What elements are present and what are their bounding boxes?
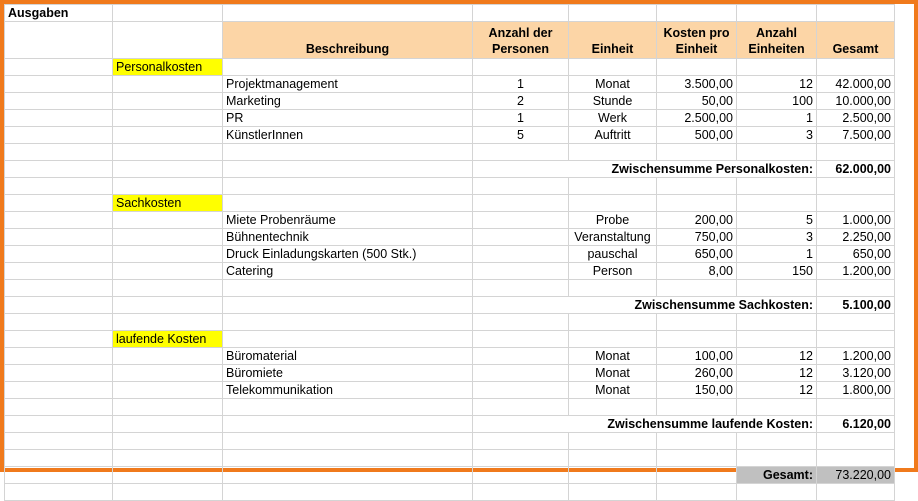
cell-beschreibung[interactable]: Bühnentechnik: [223, 229, 473, 246]
table-row: [5, 76, 895, 93]
cell-kosten[interactable]: 750,00: [657, 229, 737, 246]
cell-personen[interactable]: [473, 365, 569, 382]
cell-kosten[interactable]: 650,00: [657, 246, 737, 263]
cell-beschreibung[interactable]: PR: [223, 110, 473, 127]
cell-einheit[interactable]: Monat: [569, 382, 657, 399]
subtotal-label[interactable]: Zwischensumme Personalkosten:: [473, 161, 817, 178]
cell-gesamt[interactable]: 650,00: [817, 246, 895, 263]
title-row: [5, 5, 895, 22]
cell-personen[interactable]: 2: [473, 93, 569, 110]
cell-beschreibung[interactable]: Büromaterial: [223, 348, 473, 365]
cell-anzahl[interactable]: 3: [737, 229, 817, 246]
cell-einheit[interactable]: Veranstaltung: [569, 229, 657, 246]
cell-kosten[interactable]: 260,00: [657, 365, 737, 382]
cell-kosten[interactable]: 150,00: [657, 382, 737, 399]
table-row: [5, 212, 895, 229]
grand-total-label[interactable]: Gesamt:: [737, 467, 817, 484]
cell-gesamt[interactable]: 42.000,00: [817, 76, 895, 93]
cell-anzahl[interactable]: 12: [737, 348, 817, 365]
cell-beschreibung[interactable]: Büromiete: [223, 365, 473, 382]
empty-row: [5, 399, 895, 416]
header-anzahl-personen-line2: Personen: [492, 42, 549, 56]
section-label[interactable]: laufende Kosten: [113, 331, 223, 348]
table-row: [5, 110, 895, 127]
cell-kosten[interactable]: 3.500,00: [657, 76, 737, 93]
header-kosten-line1: Kosten pro: [663, 26, 730, 40]
cell-gesamt[interactable]: 2.500,00: [817, 110, 895, 127]
cell-beschreibung[interactable]: Miete Probenräume: [223, 212, 473, 229]
cell-gesamt[interactable]: 10.000,00: [817, 93, 895, 110]
cell-anzahl[interactable]: 150: [737, 263, 817, 280]
empty-row: [5, 280, 895, 297]
header-anzahl-personen[interactable]: [473, 22, 569, 59]
spreadsheet-grid: [4, 4, 895, 501]
header-anzahl-einheiten-line1: Anzahl: [756, 26, 797, 40]
cell-gesamt[interactable]: 3.120,00: [817, 365, 895, 382]
cell-einheit[interactable]: Auftritt: [569, 127, 657, 144]
header-kosten-line2: Einheit: [675, 42, 718, 56]
cell-kosten[interactable]: 2.500,00: [657, 110, 737, 127]
cell-anzahl[interactable]: 3: [737, 127, 817, 144]
cell-beschreibung[interactable]: Telekommunikation: [223, 382, 473, 399]
cell-beschreibung[interactable]: KünstlerInnen: [223, 127, 473, 144]
section-row: [5, 59, 895, 76]
header-row: [5, 22, 895, 59]
table-row: [5, 263, 895, 280]
cell-einheit[interactable]: Stunde: [569, 93, 657, 110]
table-row: [5, 382, 895, 399]
cell-gesamt[interactable]: 2.250,00: [817, 229, 895, 246]
cell-personen[interactable]: [473, 382, 569, 399]
section-row: [5, 331, 895, 348]
cell-gesamt[interactable]: 7.500,00: [817, 127, 895, 144]
subtotal-value[interactable]: 6.120,00: [817, 416, 895, 433]
cell-anzahl[interactable]: 1: [737, 110, 817, 127]
subtotal-row: [5, 297, 895, 314]
grand-total-value[interactable]: 73.220,00: [817, 467, 895, 484]
cell-einheit[interactable]: Monat: [569, 76, 657, 93]
cell-anzahl[interactable]: 12: [737, 365, 817, 382]
cell-einheit[interactable]: Werk: [569, 110, 657, 127]
table-row: [5, 127, 895, 144]
subtotal-label[interactable]: Zwischensumme laufende Kosten:: [473, 416, 817, 433]
empty-row: [5, 314, 895, 331]
cell-einheit[interactable]: Monat: [569, 348, 657, 365]
cell-einheit[interactable]: Person: [569, 263, 657, 280]
cell-beschreibung[interactable]: Marketing: [223, 93, 473, 110]
cell-anzahl[interactable]: 5: [737, 212, 817, 229]
subtotal-row: [5, 161, 895, 178]
cell-beschreibung[interactable]: Catering: [223, 263, 473, 280]
cell-einheit[interactable]: pauschal: [569, 246, 657, 263]
subtotal-label[interactable]: Zwischensumme Sachkosten:: [473, 297, 817, 314]
table-row: [5, 246, 895, 263]
cell-kosten[interactable]: 50,00: [657, 93, 737, 110]
header-kosten-pro-einheit[interactable]: [657, 22, 737, 59]
cell-einheit[interactable]: Probe: [569, 212, 657, 229]
cell-personen[interactable]: [473, 246, 569, 263]
cell-personen[interactable]: [473, 348, 569, 365]
cell-einheit[interactable]: Monat: [569, 365, 657, 382]
table-row: [5, 93, 895, 110]
section-row: [5, 195, 895, 212]
empty-row: [5, 450, 895, 467]
table-row: [5, 229, 895, 246]
cell-personen[interactable]: [473, 212, 569, 229]
header-einheit[interactable]: Einheit: [569, 22, 657, 59]
cell-beschreibung[interactable]: Projektmanagement: [223, 76, 473, 93]
cell-gesamt[interactable]: 1.200,00: [817, 348, 895, 365]
cell-personen[interactable]: 1: [473, 76, 569, 93]
cell-anzahl[interactable]: 12: [737, 76, 817, 93]
header-beschreibung[interactable]: Beschreibung: [223, 22, 473, 59]
table-row: [5, 348, 895, 365]
empty-row: [5, 484, 895, 501]
empty-row: [5, 433, 895, 450]
cell-kosten[interactable]: 500,00: [657, 127, 737, 144]
cell-anzahl[interactable]: 12: [737, 382, 817, 399]
empty-row: [5, 144, 895, 161]
section-label[interactable]: Personalkosten: [113, 59, 223, 76]
cell-gesamt[interactable]: 1.800,00: [817, 382, 895, 399]
cell-personen[interactable]: 5: [473, 127, 569, 144]
grand-total-row: [5, 467, 895, 484]
subtotal-row: [5, 416, 895, 433]
section-label[interactable]: Sachkosten: [113, 195, 223, 212]
header-anzahl-einheiten-line2: Einheiten: [748, 42, 805, 56]
header-anzahl-personen-line1: Anzahl der: [488, 26, 553, 40]
cell-anzahl[interactable]: 100: [737, 93, 817, 110]
sheet-title[interactable]: Ausgaben: [5, 5, 113, 22]
cell-kosten[interactable]: 200,00: [657, 212, 737, 229]
subtotal-value[interactable]: 62.000,00: [817, 161, 895, 178]
header-anzahl-einheiten[interactable]: [737, 22, 817, 59]
table-row: [5, 365, 895, 382]
cell-personen[interactable]: [473, 263, 569, 280]
header-gesamt[interactable]: Gesamt: [817, 22, 895, 59]
cell-gesamt[interactable]: 1.000,00: [817, 212, 895, 229]
cell-personen[interactable]: 1: [473, 110, 569, 127]
subtotal-value[interactable]: 5.100,00: [817, 297, 895, 314]
cell-personen[interactable]: [473, 229, 569, 246]
cell-kosten[interactable]: 8,00: [657, 263, 737, 280]
cell-kosten[interactable]: 100,00: [657, 348, 737, 365]
cell-gesamt[interactable]: 1.200,00: [817, 263, 895, 280]
cell-anzahl[interactable]: 1: [737, 246, 817, 263]
cell-beschreibung[interactable]: Druck Einladungskarten (500 Stk.): [223, 246, 473, 263]
empty-row: [5, 178, 895, 195]
